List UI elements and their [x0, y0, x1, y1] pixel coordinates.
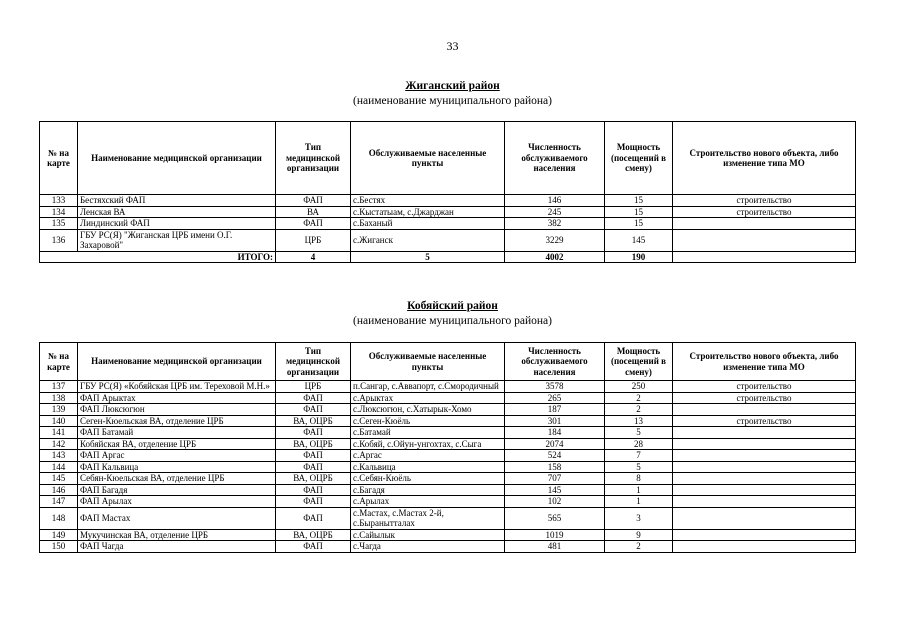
cell-points: с.Кыстатыам, с.Джарджан	[351, 206, 505, 218]
cell-population: 301	[505, 415, 605, 427]
cell-population: 3229	[505, 229, 605, 251]
table-row	[40, 392, 856, 404]
cell-build	[673, 438, 856, 450]
cell-num: 140	[40, 415, 78, 427]
cell-population: 1019	[505, 529, 605, 541]
cell-points: с.Сеген-Кюёль	[351, 415, 505, 427]
cell-name: ФАП Батамай	[78, 427, 276, 439]
cell-build	[673, 529, 856, 541]
header-population: Численность обслуживаемого населения	[505, 343, 605, 381]
cell-num: 138	[40, 392, 78, 404]
table-row	[40, 496, 856, 508]
cell-type: ФАП	[276, 195, 351, 207]
total-build	[673, 251, 856, 263]
cell-num: 134	[40, 206, 78, 218]
cell-name: Ленская ВА	[78, 206, 276, 218]
cell-capacity: 1	[605, 496, 673, 508]
cell-points: с.Мастах, с.Мастах 2-й, с.Быранытталах	[351, 507, 505, 529]
district-subtitle-zhigansky: (наименование муниципального района)	[353, 95, 552, 107]
table-header-row	[40, 343, 856, 381]
cell-type: ФАП	[276, 218, 351, 230]
district-subtitle-kobyaysky: (наименование муниципального района)	[353, 315, 552, 327]
cell-name: ФАП Багадя	[78, 484, 276, 496]
cell-num: 142	[40, 438, 78, 450]
cell-type: ФАП	[276, 392, 351, 404]
cell-type: ФАП	[276, 427, 351, 439]
cell-num: 148	[40, 507, 78, 529]
cell-num: 135	[40, 218, 78, 230]
cell-type: ФАП	[276, 404, 351, 416]
header-capacity: Мощность (посещений в смену)	[605, 122, 673, 195]
cell-build	[673, 461, 856, 473]
cell-num: 133	[40, 195, 78, 207]
table-row	[40, 541, 856, 553]
cell-capacity: 28	[605, 438, 673, 450]
cell-points: с.Батамай	[351, 427, 505, 439]
total-type: 4	[276, 251, 351, 263]
cell-type: ВА	[276, 206, 351, 218]
cell-build	[673, 427, 856, 439]
cell-population: 382	[505, 218, 605, 230]
cell-capacity: 15	[605, 206, 673, 218]
cell-build	[673, 496, 856, 508]
table-row	[40, 195, 856, 207]
cell-num: 145	[40, 473, 78, 485]
cell-num: 144	[40, 461, 78, 473]
total-row	[40, 251, 856, 263]
cell-name: ФАП Кальвица	[78, 461, 276, 473]
cell-build	[673, 229, 856, 251]
cell-type: ЦРБ	[276, 381, 351, 393]
cell-points: с.Люксюгюн, с.Хатырык-Хомо	[351, 404, 505, 416]
cell-points: с.Себян-Кюёль	[351, 473, 505, 485]
cell-name: Линдинский ФАП	[78, 218, 276, 230]
table-row	[40, 381, 856, 393]
cell-build: строительство	[673, 206, 856, 218]
cell-capacity: 9	[605, 529, 673, 541]
cell-capacity: 5	[605, 427, 673, 439]
table-row	[40, 415, 856, 427]
cell-points: с.Бестях	[351, 195, 505, 207]
cell-capacity: 8	[605, 473, 673, 485]
district-title-zhigansky: Жиганский район	[405, 80, 500, 92]
cell-build: строительство	[673, 381, 856, 393]
cell-capacity: 5	[605, 461, 673, 473]
table-row	[40, 507, 856, 529]
cell-points: с.Баханый	[351, 218, 505, 230]
cell-name: ФАП Аргас	[78, 450, 276, 462]
header-num: № на карте	[40, 343, 78, 381]
cell-type: ФАП	[276, 507, 351, 529]
cell-name: ФАП Мастах	[78, 507, 276, 529]
cell-num: 139	[40, 404, 78, 416]
cell-points: с.Арылах	[351, 496, 505, 508]
cell-type: ФАП	[276, 450, 351, 462]
total-label: ИТОГО:	[40, 251, 276, 263]
cell-name: ГБУ РС(Я) «Кобяйская ЦРБ им. Тереховой М.Н.»	[78, 381, 276, 393]
cell-num: 147	[40, 496, 78, 508]
cell-points: с.Аргас	[351, 450, 505, 462]
cell-points: с.Багадя	[351, 484, 505, 496]
cell-name: ФАП Чагда	[78, 541, 276, 553]
cell-capacity: 7	[605, 450, 673, 462]
cell-type: ФАП	[276, 484, 351, 496]
cell-type: ВА, ОЦРБ	[276, 438, 351, 450]
cell-population: 184	[505, 427, 605, 439]
total-capacity: 190	[605, 251, 673, 263]
cell-population: 265	[505, 392, 605, 404]
header-points: Обслуживаемые населенные пункты	[351, 122, 505, 195]
cell-points: с.Чагда	[351, 541, 505, 553]
cell-population: 707	[505, 473, 605, 485]
cell-build	[673, 218, 856, 230]
table-row	[40, 461, 856, 473]
cell-capacity: 145	[605, 229, 673, 251]
table-row	[40, 438, 856, 450]
cell-name: ФАП Арыктах	[78, 392, 276, 404]
cell-type: ФАП	[276, 496, 351, 508]
table-row	[40, 206, 856, 218]
cell-type: ЦРБ	[276, 229, 351, 251]
cell-capacity: 2	[605, 541, 673, 553]
cell-population: 481	[505, 541, 605, 553]
cell-num: 150	[40, 541, 78, 553]
cell-points: с.Жиганск	[351, 229, 505, 251]
cell-num: 141	[40, 427, 78, 439]
cell-type: ВА, ОЦРБ	[276, 415, 351, 427]
header-build: Строительство нового объекта, либо изменение типа МО	[673, 122, 856, 195]
cell-capacity: 15	[605, 195, 673, 207]
cell-name: Бестяхский ФАП	[78, 195, 276, 207]
cell-capacity: 13	[605, 415, 673, 427]
cell-build	[673, 404, 856, 416]
cell-type: ФАП	[276, 461, 351, 473]
cell-population: 187	[505, 404, 605, 416]
cell-type: ФАП	[276, 541, 351, 553]
cell-build	[673, 450, 856, 462]
cell-points: с.Кальвица	[351, 461, 505, 473]
header-points: Обслуживаемые населенные пункты	[351, 343, 505, 381]
cell-name: Сеген-Кюельская ВА, отделение ЦРБ	[78, 415, 276, 427]
table-kobyaysky	[39, 342, 856, 553]
cell-build	[673, 541, 856, 553]
cell-population: 146	[505, 195, 605, 207]
page-number: 33	[446, 39, 459, 53]
cell-population: 2074	[505, 438, 605, 450]
cell-num: 143	[40, 450, 78, 462]
table-row	[40, 529, 856, 541]
table-row	[40, 427, 856, 439]
cell-type: ВА, ОЦРБ	[276, 529, 351, 541]
table-row	[40, 404, 856, 416]
cell-population: 158	[505, 461, 605, 473]
cell-points: п.Сангар, с.Аввапорт, с.Смородичный	[351, 381, 505, 393]
cell-points: с.Сайылык	[351, 529, 505, 541]
cell-build	[673, 473, 856, 485]
cell-points: с.Арыктах	[351, 392, 505, 404]
header-capacity: Мощность (посещений в смену)	[605, 343, 673, 381]
cell-name: ГБУ РС(Я) "Жиганская ЦРБ имени О.Г. Захаровой"	[78, 229, 276, 251]
cell-num: 136	[40, 229, 78, 251]
total-population: 4002	[505, 251, 605, 263]
header-name: Наименование медицинской организации	[78, 343, 276, 381]
cell-capacity: 250	[605, 381, 673, 393]
cell-capacity: 15	[605, 218, 673, 230]
cell-capacity: 2	[605, 392, 673, 404]
cell-population: 524	[505, 450, 605, 462]
cell-capacity: 2	[605, 404, 673, 416]
table-zhigansky	[39, 121, 856, 263]
table-row	[40, 473, 856, 485]
cell-num: 137	[40, 381, 78, 393]
district-title-kobyaysky: Кобяйский район	[407, 300, 498, 312]
cell-build: строительство	[673, 392, 856, 404]
total-points: 5	[351, 251, 505, 263]
cell-capacity: 1	[605, 484, 673, 496]
cell-population: 245	[505, 206, 605, 218]
cell-population: 102	[505, 496, 605, 508]
cell-build	[673, 507, 856, 529]
header-type: Тип медицинской организации	[276, 122, 351, 195]
table-row	[40, 484, 856, 496]
table-row	[40, 450, 856, 462]
header-name: Наименование медицинской организации	[78, 122, 276, 195]
table-header-row	[40, 122, 856, 195]
cell-name: Себян-Кюельская ВА, отделение ЦРБ	[78, 473, 276, 485]
header-num: № на карте	[40, 122, 78, 195]
cell-name: ФАП Арылах	[78, 496, 276, 508]
cell-name: Кобяйская ВА, отделение ЦРБ	[78, 438, 276, 450]
cell-points: с.Кобяй, с.Ойун-унгохтах, с.Сыга	[351, 438, 505, 450]
table-row	[40, 229, 856, 251]
cell-type: ВА, ОЦРБ	[276, 473, 351, 485]
cell-population: 145	[505, 484, 605, 496]
cell-capacity: 3	[605, 507, 673, 529]
cell-name: ФАП Люксюгюн	[78, 404, 276, 416]
cell-name: Мукучинская ВА, отделение ЦРБ	[78, 529, 276, 541]
cell-num: 149	[40, 529, 78, 541]
cell-build: строительство	[673, 415, 856, 427]
header-population: Численность обслуживаемого населения	[505, 122, 605, 195]
cell-build: строительство	[673, 195, 856, 207]
header-build: Строительство нового объекта, либо изменение типа МО	[673, 343, 856, 381]
cell-build	[673, 484, 856, 496]
cell-num: 146	[40, 484, 78, 496]
cell-population: 565	[505, 507, 605, 529]
cell-population: 3578	[505, 381, 605, 393]
table-row	[40, 218, 856, 230]
header-type: Тип медицинской организации	[276, 343, 351, 381]
